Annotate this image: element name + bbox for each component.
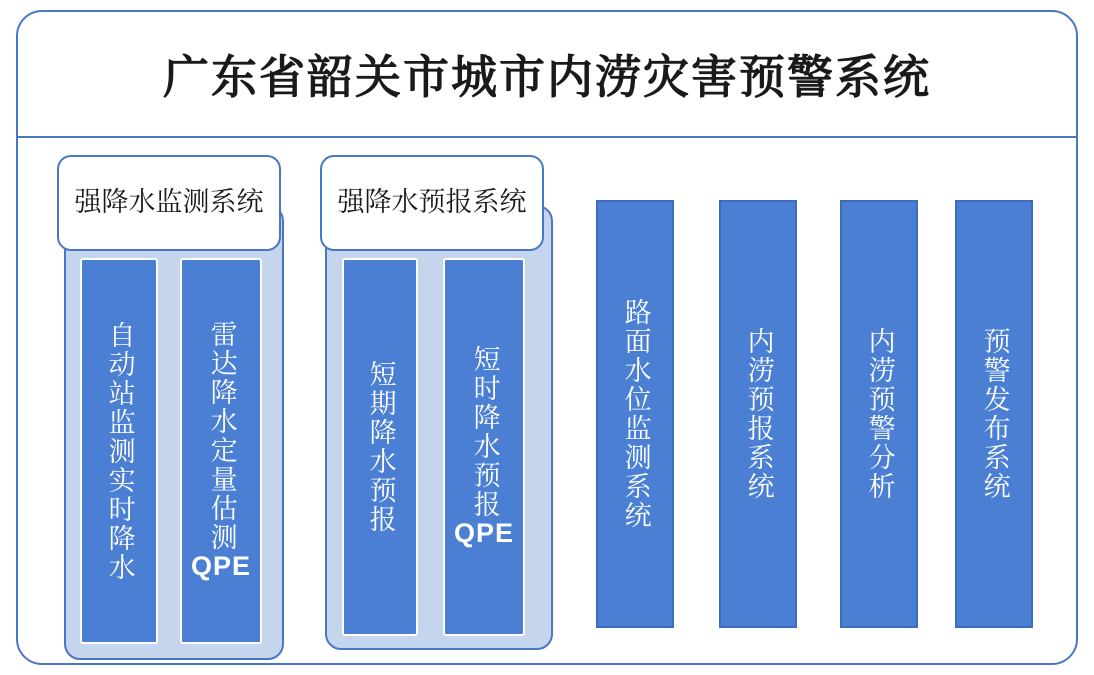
title-bar	[18, 12, 1076, 136]
module-label: 自动站监测实时降水	[104, 320, 135, 582]
title-divider	[18, 136, 1076, 138]
module-auto-station-realtime-rain[interactable]	[80, 258, 158, 644]
module-label: 短期降水预报	[365, 360, 396, 534]
module-label: 短时降水预报	[469, 345, 500, 520]
module-short-term-rain-forecast[interactable]	[342, 258, 418, 636]
module-label: 预警发布系统	[979, 327, 1010, 501]
module-label: 雷达降水定量估测	[206, 320, 237, 553]
module-label-suffix: QPE	[190, 551, 252, 582]
module-warning-release-system[interactable]	[955, 200, 1033, 628]
module-label: 内涝预警分析	[864, 327, 895, 501]
module-road-water-level-monitoring[interactable]	[596, 200, 674, 628]
module-radar-qpe[interactable]	[180, 258, 262, 644]
module-label: 路面水位监测系统	[620, 298, 651, 530]
module-waterlogging-warning-analysis[interactable]	[840, 200, 918, 628]
module-waterlogging-forecast[interactable]	[719, 200, 797, 628]
module-nowcast-rain-qpe[interactable]	[443, 258, 525, 636]
page-title: 广东省韶关市城市内涝灾害预警系统	[163, 51, 931, 103]
group-label-forecast: 强降水预报系统	[320, 155, 544, 251]
module-label: 内涝预报系统	[743, 327, 774, 501]
group-label-monitoring: 强降水监测系统	[57, 155, 281, 251]
module-label-suffix: QPE	[453, 518, 515, 549]
